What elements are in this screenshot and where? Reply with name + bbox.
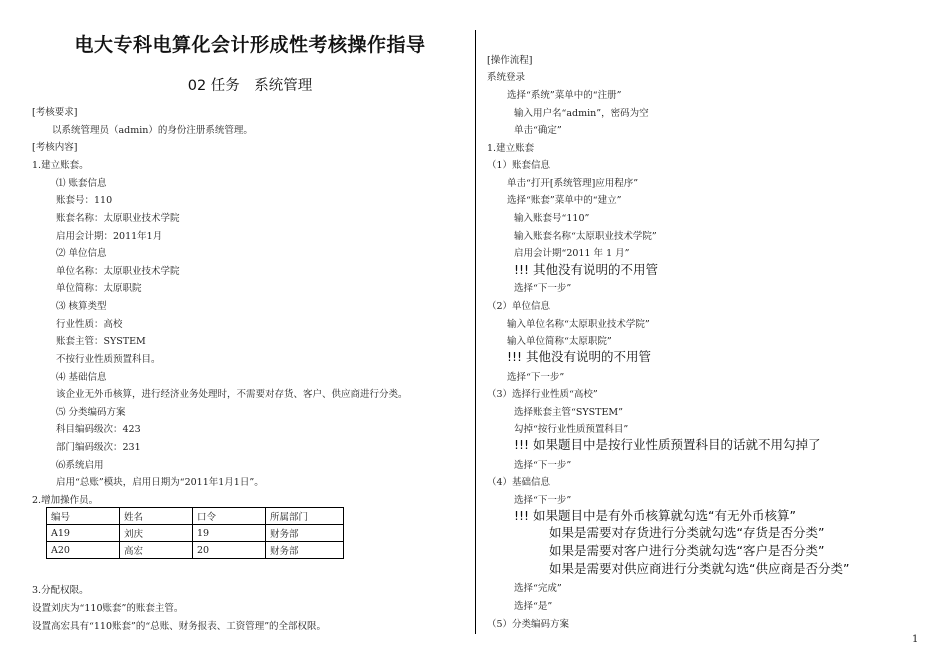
step-line: 单击“确定”	[514, 125, 562, 136]
table-row	[47, 525, 344, 542]
item-heading: 3.分配权限。	[32, 585, 89, 596]
section-heading-procedure: [操作流程]	[487, 55, 533, 66]
table-header-cell: 口令	[193, 508, 266, 525]
detail-line: 部门编码级次：231	[56, 442, 141, 453]
table-cell: A20	[47, 542, 120, 559]
table-header-cell: 所属部门	[266, 508, 344, 525]
item-heading: 2.增加操作员。	[32, 495, 99, 506]
detail-line: 账套名称：太原职业技术学院	[56, 213, 180, 224]
step-line: 选择账套主管“SYSTEM”	[514, 407, 623, 418]
detail-line: 设置刘庆为“110账套”的账套主管。	[32, 603, 184, 614]
table-header-cell: 编号	[47, 508, 120, 525]
step-heading: （1）账套信息	[487, 160, 551, 171]
step-line: 启用会计期“2011 年 1 月”	[514, 248, 630, 259]
table-cell: 高宏	[120, 542, 193, 559]
section-heading-requirements: [考核要求]	[32, 107, 78, 118]
sub-heading: ⑵ 单位信息	[56, 248, 107, 259]
sub-heading: ⑶ 核算类型	[56, 301, 107, 312]
step-line: 选择“账套”菜单中的“建立”	[507, 195, 622, 206]
detail-line: 不按行业性质预置科目。	[56, 354, 161, 365]
step-line: 输入账套名称“太原职业技术学院”	[514, 231, 657, 242]
note-line: !!! 其他没有说明的不用管	[507, 349, 652, 364]
note-line: !!! 如果题目中是有外币核算就勾选“有无外币核算”	[514, 508, 796, 523]
step-line: 选择“系统”菜单中的“注册”	[507, 90, 622, 101]
detail-line: 单位简称：太原职院	[56, 283, 142, 294]
operator-table	[46, 507, 344, 559]
detail-line: 设置高宏具有“110账套”的“总账、财务报表、工资管理”的全部权限。	[32, 621, 327, 632]
table-row	[47, 542, 344, 559]
step-heading: （5）分类编码方案	[487, 619, 570, 630]
table-cell: 刘庆	[120, 525, 193, 542]
document-subtitle: 02 任务 系统管理	[187, 78, 313, 94]
step-heading: （4）基础信息	[487, 477, 551, 488]
step-line: 选择“下一步”	[514, 283, 572, 294]
document-title: 电大专科电算化会计形成性考核操作指导	[74, 34, 426, 56]
step-line: 输入账套号“110”	[514, 213, 590, 224]
step-line: 勾掉“按行业性质预置科目”	[514, 424, 629, 435]
table-header-cell: 姓名	[120, 508, 193, 525]
detail-line: 启用会计期：2011年1月	[56, 231, 163, 242]
step-heading: （2）单位信息	[487, 301, 551, 312]
note-line: 如果是需要对供应商进行分类就勾选“供应商是否分类”	[549, 561, 850, 576]
note-line: !!! 其他没有说明的不用管	[514, 262, 659, 277]
table-cell: 财务部	[266, 525, 344, 542]
step-line: 单击“打开[系统管理]应用程序”	[507, 178, 639, 189]
step-line: 输入用户名“admin”，密码为空	[514, 108, 649, 119]
page-number: 1	[912, 634, 919, 645]
requirement-text: 以系统管理员（admin）的身份注册系统管理。	[52, 125, 253, 136]
step-line: 输入单位简称“太原职院”	[507, 336, 612, 347]
table-cell: A19	[47, 525, 120, 542]
column-divider	[475, 30, 476, 634]
step-line: 选择“是”	[514, 601, 553, 612]
table-cell: 19	[193, 525, 266, 542]
detail-line: 账套主管：SYSTEM	[56, 336, 146, 347]
step-line: 选择“完成”	[514, 583, 562, 594]
sub-heading: ⑹系统启用	[56, 460, 104, 471]
table-cell: 财务部	[266, 542, 344, 559]
table-cell: 20	[193, 542, 266, 559]
step-heading: （3）选择行业性质“高校”	[487, 389, 598, 400]
section-heading-content: [考核内容]	[32, 142, 78, 153]
detail-line: 科目编码级次：423	[56, 424, 141, 435]
table-header-row	[47, 508, 344, 525]
detail-line: 账套号：110	[56, 195, 113, 206]
item-heading: 1.建立账套。	[32, 160, 89, 171]
step-line: 选择“下一步”	[514, 460, 572, 471]
detail-line: 单位名称：太原职业技术学院	[56, 266, 180, 277]
step-heading: 系统登录	[487, 72, 526, 83]
sub-heading: ⑸ 分类编码方案	[56, 407, 126, 418]
step-line: 选择“下一步”	[507, 372, 565, 383]
detail-line: 行业性质：高校	[56, 319, 123, 330]
step-heading: 1.建立账套	[487, 143, 535, 154]
sub-heading: ⑴ 账套信息	[56, 178, 107, 189]
detail-line: 该企业无外币核算，进行经济业务处理时，不需要对存货、客户、供应商进行分类。	[56, 389, 408, 400]
detail-line: 启用“总账”模块，启用日期为“2011年1月1日”。	[56, 477, 264, 488]
note-line: 如果是需要对客户进行分类就勾选“客户是否分类”	[549, 543, 825, 558]
step-line: 选择“下一步”	[514, 495, 572, 506]
note-line: 如果是需要对存货进行分类就勾选“存货是否分类”	[549, 525, 825, 540]
note-line: !!! 如果题目中是按行业性质预置科目的话就不用勾掉了	[514, 437, 821, 452]
step-line: 输入单位名称“太原职业技术学院”	[507, 319, 650, 330]
sub-heading: ⑷ 基础信息	[56, 372, 107, 383]
